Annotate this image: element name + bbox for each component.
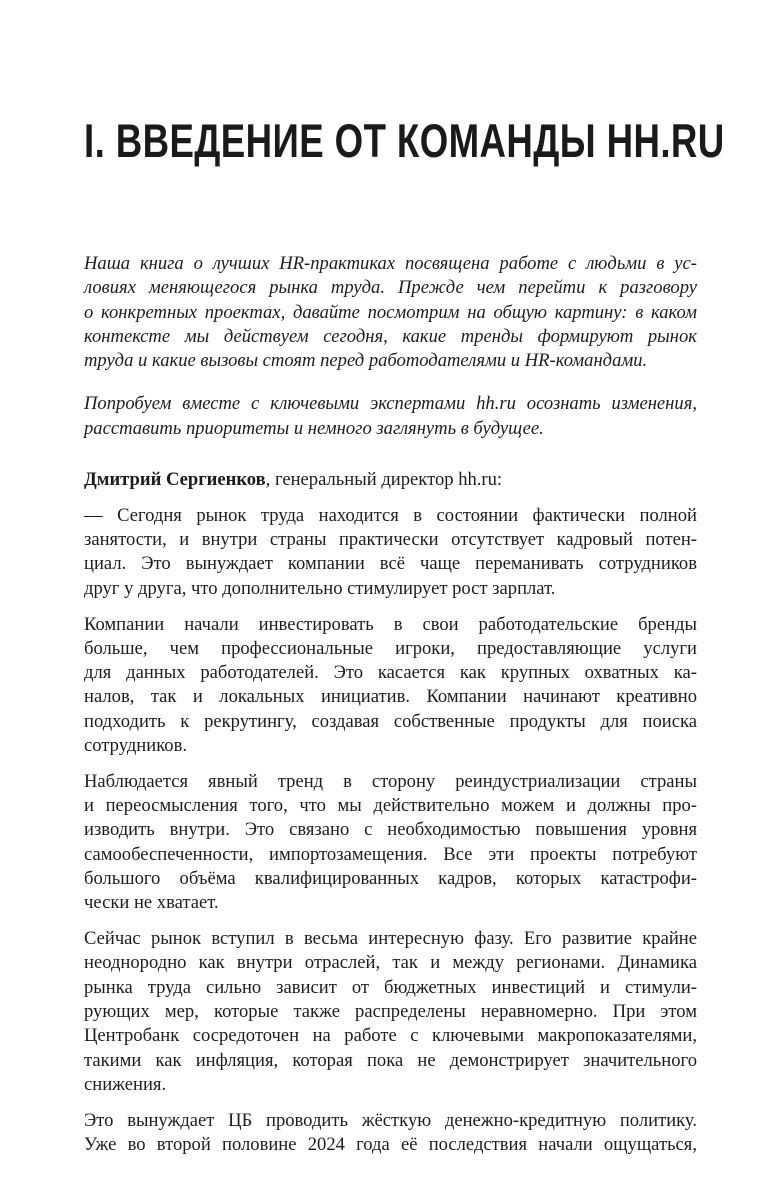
speaker-name: Дмитрий Сергиенков: [84, 469, 266, 491]
body-paragraph: [84, 1109, 697, 1158]
text-line: Центробанк сосредоточен на работе с ключевыми макропоказателями,: [84, 1025, 697, 1047]
text-line: — Сегодня рынок труда находится в состоянии фактически полной: [84, 504, 697, 526]
body-paragraph: [84, 927, 697, 1097]
speaker-role: , генеральный директор hh.ru:: [265, 469, 503, 491]
text-line: Это вынуждает ЦБ проводить жёсткую денежно-кредитную политику.: [84, 1109, 697, 1131]
body-section: [84, 504, 697, 1157]
text-line: снижения.: [84, 1073, 167, 1095]
text-line: о конкретных проектах, давайте посмотрим на общую картину: в каком: [84, 301, 697, 323]
text-line: чески не хватает.: [84, 892, 219, 914]
text-line: труда и какие вызовы стоят перед работодателями и HR-командами.: [84, 350, 648, 372]
text-line: циал. Это вынуждает компании всё чаще переманивать сотрудников: [84, 553, 697, 575]
chapter-title: I. ВВЕДЕНИЕ ОТ КОМАНДЫ HH.RU: [84, 114, 725, 167]
text-line: налов, так и локальных инициатив. Компании начинают креативно: [84, 686, 697, 708]
text-line: занятости, и внутри страны практически отсутствует кадровый потен-: [84, 529, 697, 551]
text-line: друг у друга, что дополнительно стимулирует рост зарплат.: [84, 577, 556, 599]
text-line: рующих мер, которые также распределены неравномерно. При этом: [84, 1001, 697, 1023]
text-line: неоднородно как внутри отраслей, так и между регионами. Динамика: [84, 952, 697, 974]
text-line: Наблюдается явный тренд в сторону реиндустриализации страны: [84, 770, 697, 792]
body-paragraph: [84, 613, 697, 759]
text-line: большого объёма квалифицированных кадров, которых катастрофи-: [84, 868, 697, 890]
text-line: Сейчас рынок вступил в весьма интересную фазу. Его развитие крайне: [84, 928, 697, 950]
text-line: расставить приоритеты и немного заглянуть в будущее.: [84, 417, 544, 439]
text-line: Уже во второй половине 2024 года её последствия начали ощущаться,: [84, 1134, 697, 1155]
text-line: Попробуем вместе с ключевыми экспертами hh.ru осознать изменения,: [84, 393, 697, 415]
text-line: изводить внутри. Это связано с необходимостью повышения уровня: [84, 819, 697, 841]
text-line: ловиях меняющегося рынка труда. Прежде чем перейти к разговору: [84, 277, 697, 299]
text-line: контексте мы действуем сегодня, какие тренды формируют рынок: [84, 325, 697, 347]
page-content: [84, 252, 697, 1169]
text-line: больше, чем профессиональные игроки, предоставляющие услуги: [84, 637, 697, 659]
text-line: Наша книга о лучших HR-практиках посвящена работе с людьми в ус-: [84, 253, 697, 274]
intro-section: [84, 252, 697, 441]
intro-paragraph: [84, 392, 697, 441]
body-paragraph: [84, 770, 697, 916]
intro-paragraph: [84, 252, 697, 373]
text-line: и переосмысления того, что мы действительно можем и должны про-: [84, 795, 697, 817]
text-line: сотрудников.: [84, 735, 188, 757]
text-line: самообеспеченности, импортозамещения. Все эти проекты потребуют: [84, 843, 697, 865]
text-line: подходить к рекрутингу, создавая собственные продукты для поиска: [84, 710, 697, 732]
text-line: такими как инфляция, которая пока не демонстрирует значительного: [84, 1049, 697, 1071]
text-line: для данных работодателей. Это касается как крупных охватных ка-: [84, 662, 697, 684]
body-paragraph: [84, 504, 697, 601]
speaker-line: [84, 468, 697, 492]
text-line: Компании начали инвестировать в свои работодательские бренды: [84, 613, 697, 635]
text-line: рынка труда сильно зависит от бюджетных инвестиций и стимули-: [84, 976, 697, 998]
